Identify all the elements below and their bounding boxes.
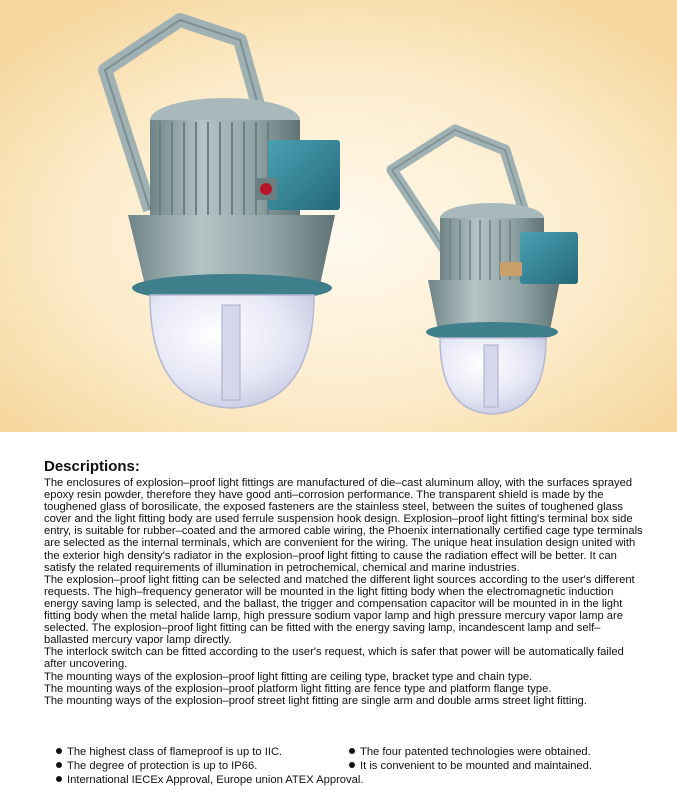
- description-paragraph: The mounting ways of the explosion–proof street light fitting are single arm and double arms street light fitting.: [44, 694, 587, 707]
- description-section: [44, 458, 644, 707]
- description-paragraph: The mounting ways of the explosion–proof platform light fitting are fence type and platform flange type.: [44, 682, 552, 695]
- bullet-item: It is convenient to be mounted and maintained.: [349, 759, 592, 773]
- descriptions-heading: Descriptions:: [44, 458, 140, 475]
- bullet-item: The four patented technologies were obtained.: [349, 745, 591, 759]
- bullet-dot-icon: [349, 748, 355, 754]
- description-paragraph: The mounting ways of the explosion–proof light fitting are ceiling type, bracket type and chain type.: [44, 670, 533, 683]
- bullet-dot-icon: [56, 776, 62, 782]
- bullet-item: International IECEx Approval, Europe union ATEX Approval.: [56, 773, 363, 787]
- description-paragraph: The enclosures of explosion–proof light fittings are manufactured of die–cast aluminum alloy, with the surfaces sprayed epoxy resin powder, therefore they have good anti–corrosion performance. The transparent shield is made by the toughened glass of borosilicate, the exposed fasteners are the stainless steel, between the suites of toughened glass cover and the light fitting body are used ferrule suspension hook design. Explosion–proof light fitting's terminal box side entry, is suitable for rubber–coated and the armored cable wiring, the Phoenix internationally certified cage type terminals are selected as the internal terminals, which are convenient for the wiring. The unique heat insulation design united with the exterior high density's radiator in the explosion–proof light fitting to cause the radiation effect will be better. It can satisfy the related requirements of illumination in petrochemical, chemical and marine industries.: [44, 477, 643, 574]
- description-paragraph: The interlock switch can be fitted according to the user's request, which is safer that power will be automatically failed after uncovering.: [44, 646, 624, 671]
- bullet-dot-icon: [56, 748, 62, 754]
- bullet-dot-icon: [349, 762, 355, 768]
- description-paragraph: The explosion–proof light fitting can be selected and matched the different light sources according to the user's different requests. The high–frequency generator will be mounted in the light fitting body when the electromagnetic induction energy saving lamp is selected, and the ballast, the trigger and compensation capacitor will be mounted in in the light fitting body when the metal halide lamp, high pressure sodium vapor lamp and high pressure mercury vapor lamp are selected. The explosion–proof light fitting can be fitted with the energy saving lamp, incandescent lamp and self–ballasted mercury vapor lamp directly.: [44, 573, 635, 647]
- bullet-item: The degree of protection is up to IP66.: [56, 759, 257, 773]
- bullet-item: The highest class of flameproof is up to IIC.: [56, 745, 282, 759]
- bullet-dot-icon: [56, 762, 62, 768]
